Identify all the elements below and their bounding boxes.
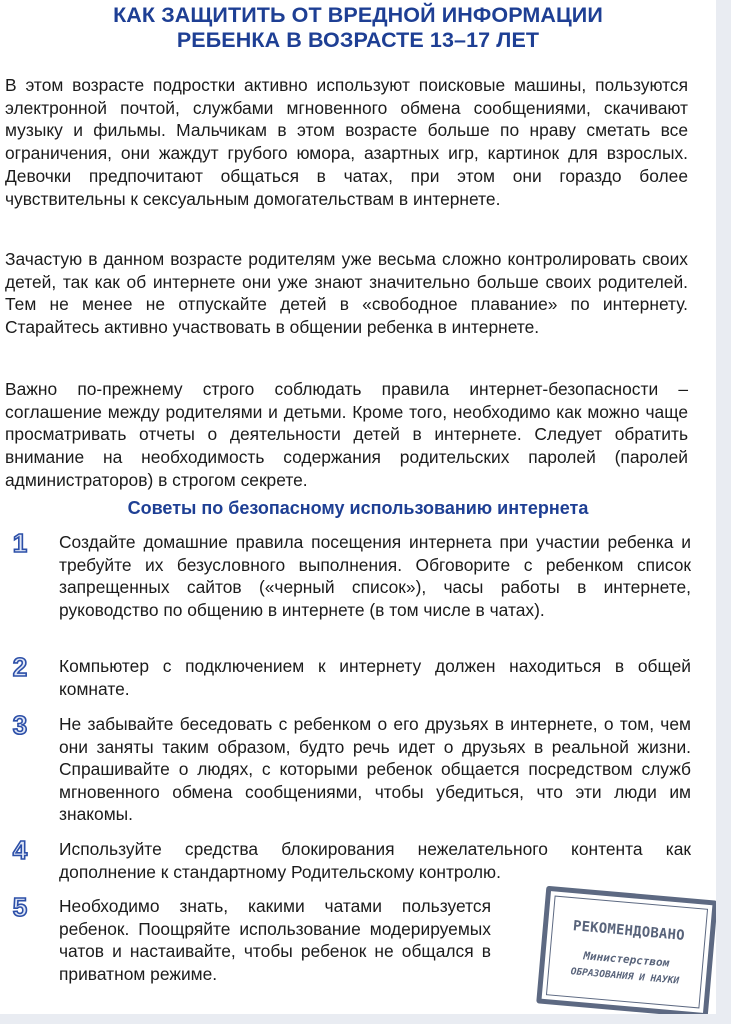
title-line-2: РЕБЕНКА В ВОЗРАСТЕ 13–17 ЛЕТ <box>176 28 540 52</box>
title-line-1: КАК ЗАЩИТИТЬ ОТ ВРЕДНОЙ ИНФОРМАЦИИ <box>113 3 603 27</box>
page-title <box>0 3 716 53</box>
recommendation-stamp <box>536 886 718 1019</box>
tip-text: Создайте домашние правила посещения интернета при участии ребенка и требуйте их безусловного выполнения. Обговорите с ребенком список запрещенных сайтов («черный список»), часы работы в интернете, руководство по общению в интернете (в том числе в чатах). <box>59 532 691 620</box>
number-2-icon <box>8 651 32 681</box>
tip-text: Не забывайте беседовать с ребенком о его друзьях в интернете, о том, чем они заняты таким образом, будто речь идет о друзьях в реальной жизни. Спрашивайте о людях, с которыми ребенок общается посредством служб мгновенного обмена сообщениями, чтобы убедиться, что эти люди им знакомы. <box>59 714 691 824</box>
tip-number: 1 <box>12 528 28 557</box>
number-4-icon <box>8 834 32 864</box>
intro-paragraph: В этом возрасте подростки активно используют поисковые машины, пользуются электронной почтой, службами мгновенного обмена сообщениями, скачивают музыку и фильмы. Мальчикам в этом возрасте больше по нраву сметать все ограничения, они жаждут грубого юмора, азартных игр, картинок для взрослых. Девочки предпочитают общаться в чатах, при этом они гораздо более чувствительны к сексуальным домогательствам в интернете. <box>5 75 688 209</box>
safety-rules-paragraph: Важно по-прежнему строго соблюдать правила интернет-безопасности – соглашение между родителями и детьми. Кроме того, необходимо как можно чаще просматривать отчеты о деятельности детей в интернете. Следует обратить внимание на необходимость содержания родительских паролей (паролей администраторов) в строгом секрете. <box>5 379 688 490</box>
tip-number: 4 <box>12 835 28 864</box>
number-1-icon <box>8 527 32 557</box>
stamp-recommended-label: РЕКОМЕНДОВАНО <box>572 918 686 944</box>
number-5-icon <box>8 891 32 921</box>
tip-text: Используйте средства блокирования нежелательного контента как дополнение к стандартному Родительскому контролю. <box>59 839 691 882</box>
tips-section-title: Советы по безопасному использованию интернета <box>127 498 589 518</box>
tip-text: Необходимо знать, какими чатами пользуется ребенок. Поощряйте использование модерируемых чатов и настаивайте, чтобы ребенок не общался в приватном режиме. <box>59 896 491 984</box>
tip-number: 2 <box>12 652 28 681</box>
tip-number: 3 <box>12 710 28 739</box>
page-margin-bottom <box>0 1014 731 1024</box>
stamp-ministry-label: Министерством <box>582 949 670 970</box>
tip-number: 5 <box>12 892 28 921</box>
control-paragraph: Зачастую в данном возрасте родителям уже весьма сложно контролировать своих детей, так как об интернете они уже знают значительно больше своих родителей. Тем не менее не отпускайте детей в «свободное плавание» по интернету. Старайтесь активно участвовать в общении ребенка в интернете. <box>5 249 688 338</box>
tip-text: Компьютер с подключением к интернету должен находиться в общей комнате. <box>59 656 691 699</box>
stamp-education-label: ОБРАЗОВАНИЯ И НАУКИ <box>570 966 680 987</box>
number-3-icon <box>8 709 32 739</box>
page-margin-right <box>716 0 731 1024</box>
